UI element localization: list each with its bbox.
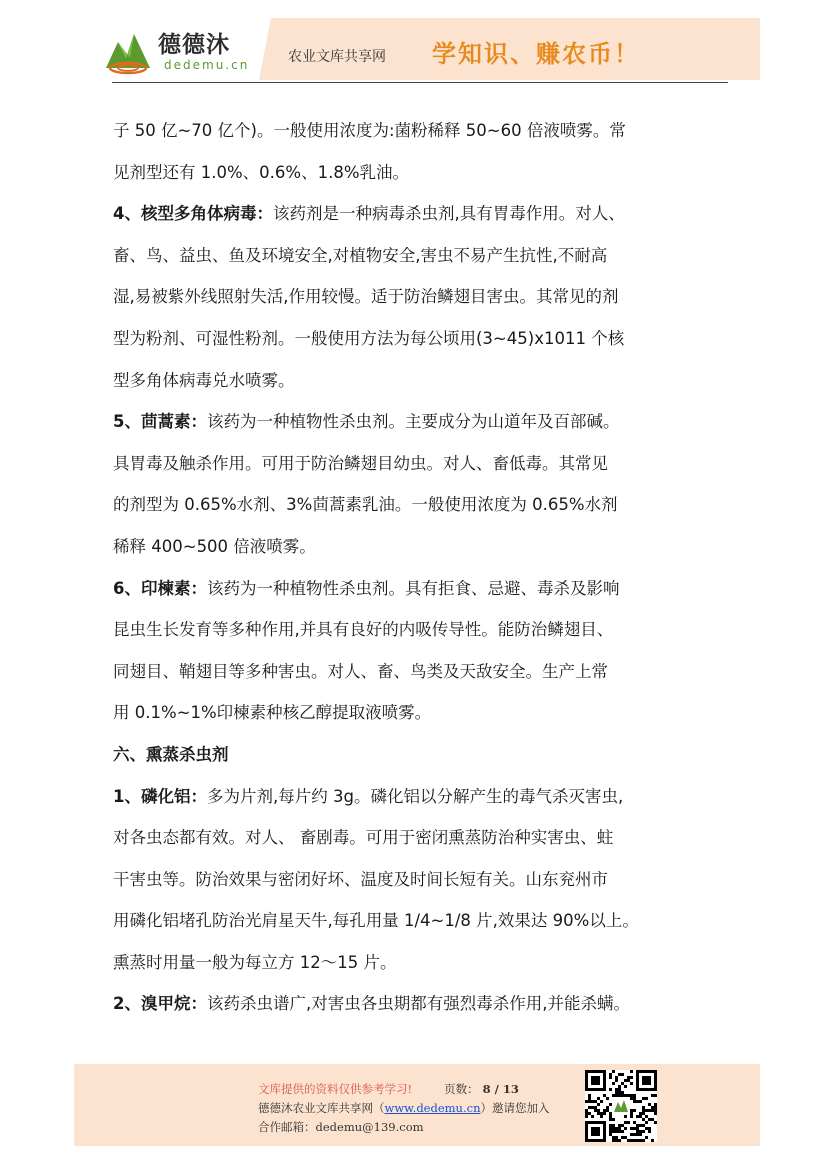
text-line: [113, 443, 731, 485]
body-text: 熏蒸时用量一般为每立方 12～15 片。: [113, 952, 397, 972]
page-count: 8 / 13: [482, 1082, 519, 1096]
text-line: [113, 692, 731, 734]
text-line: [113, 859, 731, 901]
body-text: 的剂型为 0.65%水剂、3%茴蒿素乳油。一般使用浓度为 0.65%水剂: [113, 495, 618, 515]
text-line: [113, 568, 731, 610]
section-heading: 5、茴蒿素：: [113, 412, 207, 432]
body-text: 用 0.1%~1%印楝素种核乙醇提取液喷雾。: [113, 703, 432, 723]
header-divider: [112, 82, 728, 83]
text-line: [113, 152, 731, 194]
text-line: [113, 276, 731, 318]
text-line: [113, 651, 731, 693]
body-text: 昆虫生长发育等多种作用,并具有良好的内吸传导性。能防治鳞翅目、: [113, 620, 614, 640]
body-text: 型多角体病毒兑水喷雾。: [113, 370, 295, 390]
body-text: 同翅目、鞘翅目等多种害虫。对人、畜、鸟类及天敌安全。生产上常: [113, 661, 608, 681]
body-text: 干害虫等。防治效果与密闭好坏、温度及时间长短有关。山东兖州市: [113, 869, 608, 889]
text-line: [113, 193, 731, 235]
page-count-label: 页数：: [444, 1082, 479, 1096]
body-text: 多为片剂,每片约 3g。磷化铝以分解产生的毒气杀灭害虫,: [206, 786, 624, 806]
logo-domain: dedemu.cn: [164, 58, 250, 72]
text-line: [113, 235, 731, 277]
text-line: [113, 942, 731, 984]
qr-code-icon: [585, 1070, 657, 1142]
section-heading: 1、磷化铝：: [113, 786, 207, 806]
mountain-logo-icon: [104, 28, 152, 76]
footer-invite-suffix: ）邀请您加入: [480, 1101, 550, 1115]
page-footer: [74, 1064, 760, 1146]
section-heading: 4、核型多角体病毒：: [113, 204, 273, 224]
footer-email: 合作邮箱：dedemu@139.com: [258, 1120, 424, 1134]
section-heading: 2、溴甲烷：: [113, 994, 207, 1014]
text-line: [113, 110, 731, 152]
text-line: [113, 401, 731, 443]
body-text: 见剂型还有 1.0%、0.6%、1.8%乳油。: [113, 162, 410, 182]
logo-name: 德德沐: [158, 31, 230, 58]
section-heading: 六、熏蒸杀虫剂: [113, 744, 229, 764]
body-text: 用磷化铝堵孔防治光肩星天牛,每孔用量 1/4~1/8 片,效果达 90%以上。: [113, 911, 639, 931]
body-text: 该药杀虫谱广,对害虫各虫期都有强烈毒杀作用,并能杀螨。: [206, 994, 630, 1014]
text-line: [113, 609, 731, 651]
site-logo[interactable]: [104, 26, 254, 76]
text-line: [113, 484, 731, 526]
text-line: [113, 318, 731, 360]
text-line: [113, 526, 731, 568]
footer-invite-prefix: 德德沐农业文库共享网（: [258, 1101, 385, 1115]
body-text: 子 50 亿~70 亿个)。一般使用浓度为:菌粉稀释 50~60 倍液喷雾。常: [113, 121, 626, 140]
section-heading: 6、印楝素：: [113, 578, 207, 598]
footer-notice-line: [258, 1081, 519, 1097]
header-slogan: 学知识、赚农币！: [432, 39, 640, 68]
body-text: 型为粉剂、可湿性粉剂。一般使用方法为每公顷用(3~45)x1011 个核: [113, 328, 625, 348]
body-text: 对各虫态都有效。对人、 畜剧毒。可用于密闭熏蒸防治种实害虫、蛀: [113, 828, 614, 848]
body-text: 该药为一种植物性杀虫剂。主要成分为山道年及百部碱。: [206, 412, 620, 432]
body-text: 稀释 400~500 倍液喷雾。: [113, 536, 316, 556]
text-line: [113, 900, 731, 942]
header-site-name: 农业文库共享网: [288, 49, 386, 65]
body-text: 具胃毒及触杀作用。可用于防治鳞翅目幼虫。对人、畜低毒。其常见: [113, 453, 608, 473]
body-text: 畜、鸟、益虫、鱼及环境安全,对植物安全,害虫不易产生抗性,不耐高: [113, 245, 608, 265]
text-line: [113, 983, 731, 1025]
text-line: [113, 817, 731, 859]
body-text: 该药剂是一种病毒杀虫剂,具有胃毒作用。对人、: [272, 204, 625, 224]
footer-site-link[interactable]: www.dedemu.cn: [384, 1101, 481, 1115]
footer-notice: 文库提供的资料仅供参考学习!: [258, 1082, 413, 1096]
document-body: [113, 110, 731, 1025]
text-line: [113, 776, 731, 818]
text-line: [113, 734, 731, 776]
text-line: [113, 360, 731, 402]
footer-invite-line: [258, 1100, 549, 1116]
page-header: [74, 18, 760, 80]
body-text: 该药为一种植物性杀虫剂。具有拒食、忌避、毒杀及影响: [206, 578, 620, 598]
body-text: 湿,易被紫外线照射失活,作用较慢。适于防治鳞翅目害虫。其常见的剂: [113, 287, 619, 307]
